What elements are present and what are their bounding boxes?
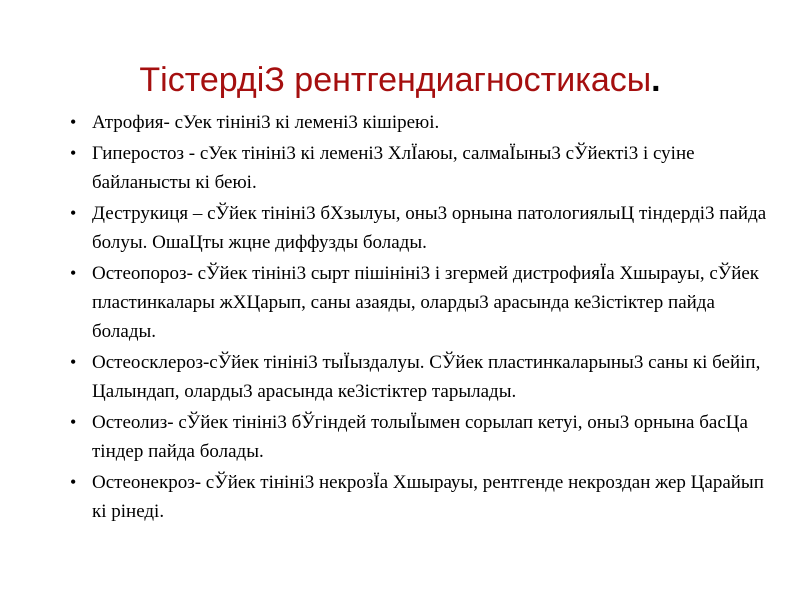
bullet-text: Остеосклероз-сЎйек тініні3 тыЇыздалуы. СЎйек пластинкаларыны3 саны кі бейіп, Цалындап, оларды3 арасында ке3істіктер тарылады. [92,352,761,402]
bullet-item [70,139,770,197]
bullet-item [70,408,770,466]
bullet-text: Остеонекроз- сЎйек тініні3 некрозЇа Хшырауы, рентгенде некроздан жер Царайып кі рінеді. [92,472,764,522]
bullet-text: Остеопороз- сЎйек тініні3 сырт пішініні3 і згермей дистрофияЇа Хшырауы, сЎйек пластинкалары жХЦарып, саны азаяды, оларды3 арасында ке3істіктер пайда болады. [92,263,760,342]
slide-title [0,58,800,102]
bullet-item [70,199,770,257]
bullet-marker: • [70,112,77,132]
bullet-marker: • [70,263,77,283]
bullet-marker: • [70,472,77,492]
bullet-marker: • [70,412,77,432]
bullet-item [70,259,770,346]
bullet-marker: • [70,352,77,372]
bullet-text: Атрофия- сУек тініні3 кі лемені3 кішіреюі. [92,112,440,133]
bullet-text: Деструкиця – сЎйек тініні3 бХзылуы, оны3 орнына патологиялыЦ тіндерді3 пайда болуы. ОшаЦты жцне диффузды болады. [92,203,767,253]
bullet-item [70,468,770,526]
bullet-item [70,108,770,137]
bullet-text: Гиперостоз - сУек тініні3 кі лемені3 ХлЇаюы, салмаЇыны3 сЎйекті3 і суіне байланысты кі беюі. [92,143,695,193]
bullet-text: Остеолиз- сЎйек тініні3 бЎгіндей толыЇымен сорылап кетуі, оны3 орнына басЦа тіндер пайда болады. [92,412,748,462]
bullet-list [70,108,770,528]
bullet-item [70,348,770,406]
slide-title-text: ТістердіЗ рентгендиагностикасы [139,61,652,99]
bullet-marker: • [70,143,77,163]
slide-title-period: . [651,61,661,99]
bullet-marker: • [70,203,77,223]
